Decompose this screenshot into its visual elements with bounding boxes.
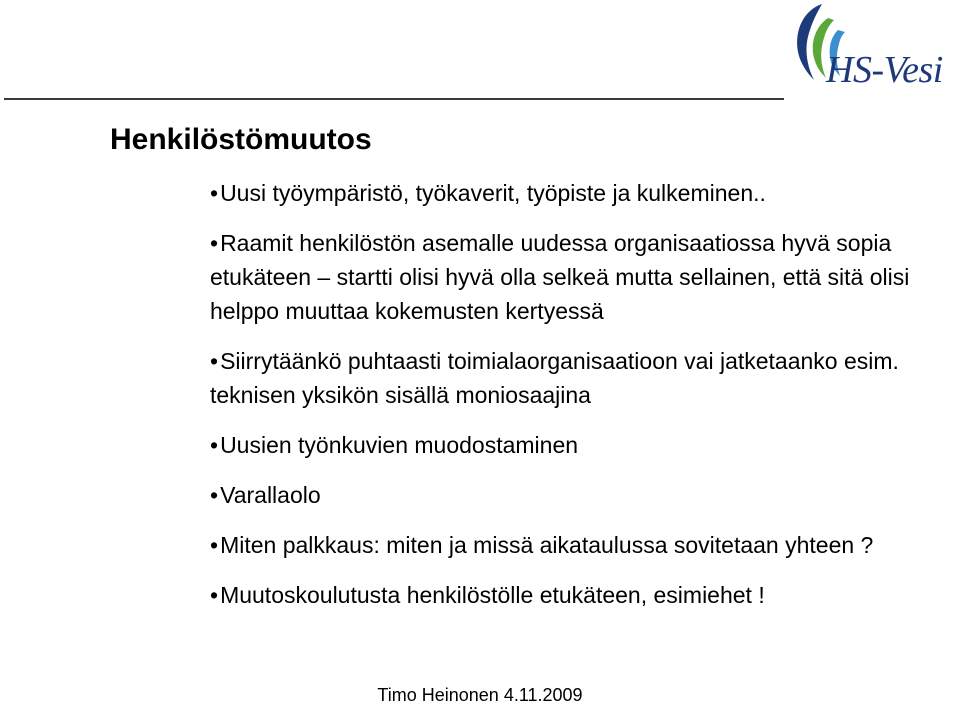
bullet-item xyxy=(210,528,930,562)
bullet-dot-icon: • xyxy=(210,482,219,508)
bullet-item xyxy=(210,344,930,412)
bullet-text: Uusien työnkuvien muodostaminen xyxy=(220,432,579,458)
bullet-list xyxy=(210,176,930,612)
bullet-text: Muutoskoulutusta henkilöstölle etukäteen, esimiehet ! xyxy=(220,582,765,608)
bullet-text: Varallaolo xyxy=(220,482,321,508)
bullet-dot-icon: • xyxy=(210,348,219,374)
bullet-text: Miten palkkaus: miten ja missä aikataulussa sovitetaan yhteen ? xyxy=(220,532,874,558)
bullet-item xyxy=(210,578,930,612)
bullet-dot-icon: • xyxy=(210,180,219,206)
slide-title: Henkilöstömuutos xyxy=(110,123,372,156)
hs-vesi-logo xyxy=(788,0,960,96)
bullet-item xyxy=(210,478,930,512)
bullet-text: Siirrytäänkö puhtaasti toimialaorganisaatioon vai jatketaanko esim. teknisen yksikön sisällä moniosaajina xyxy=(210,348,899,408)
bullet-dot-icon: • xyxy=(210,432,219,458)
bullet-item xyxy=(210,226,930,328)
bullet-dot-icon: • xyxy=(210,230,219,256)
header-rule xyxy=(4,98,784,100)
bullet-text: Uusi työympäristö, työkaverit, työpiste ja kulkeminen.. xyxy=(220,180,766,206)
bullet-item xyxy=(210,176,930,210)
bullet-text: Raamit henkilöstön asemalle uudessa organisaatiossa hyvä sopia etukäteen – startti olisi hyvä olla selkeä mutta sellainen, että sitä olisi helppo muuttaa kokemusten kertyessä xyxy=(210,230,910,324)
bullet-item xyxy=(210,428,930,462)
logo-text: HS-Vesi xyxy=(826,49,943,91)
slide-footer: Timo Heinonen 4.11.2009 xyxy=(377,685,583,705)
bullet-dot-icon: • xyxy=(210,582,219,608)
bullet-dot-icon: • xyxy=(210,532,219,558)
